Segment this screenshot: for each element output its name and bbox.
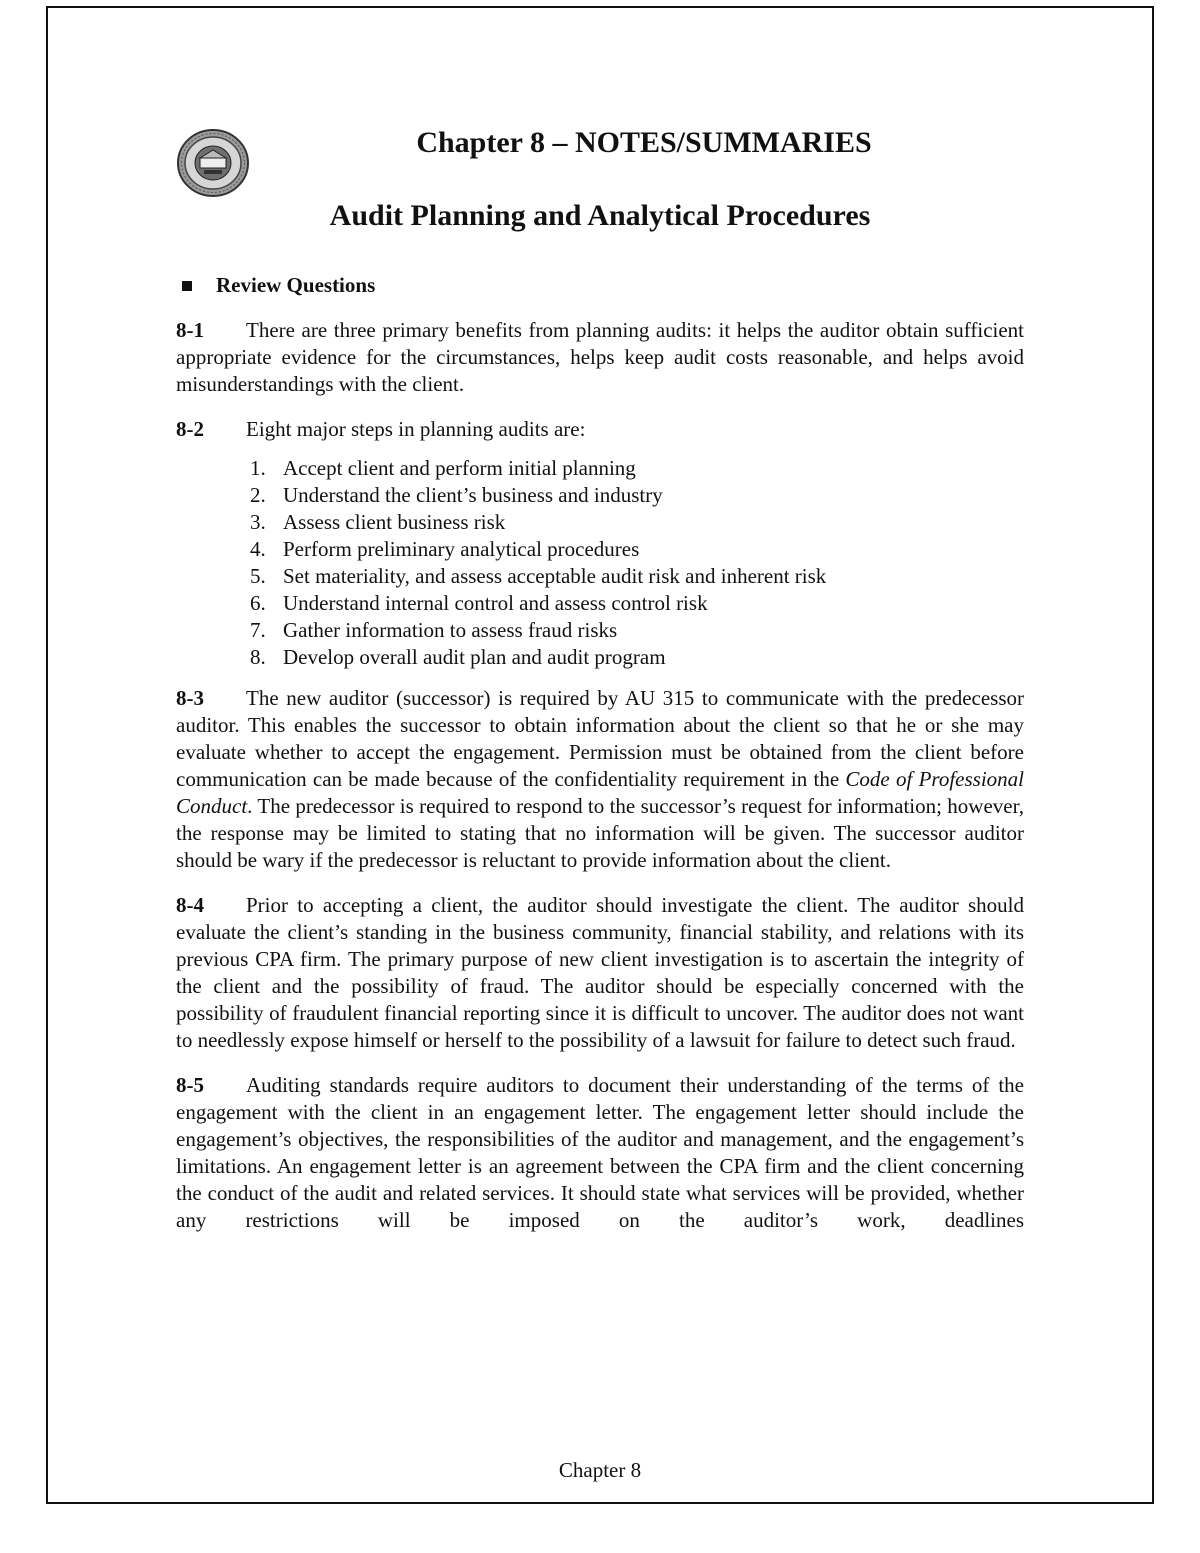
answer-text: Auditing standards require auditors to document their understanding of the terms of the engagement with the client in an engagement letter. The engagement letter should include the engagement’s objectives, the responsibilities of the auditor and management, and the engagement’s limitations. An engagement letter is an agreement between the CPA firm and the client concerning the conduct of the audit and related services. It should state what services will be provided, whether any restrictions will be imposed on the auditor’s work, deadlines xyxy=(176,1073,1024,1232)
step-text: Gather information to assess fraud risks xyxy=(283,618,618,642)
step-text: Perform preliminary analytical procedures xyxy=(283,537,640,561)
list-item xyxy=(250,509,1024,536)
answer-text: There are three primary benefits from planning audits: it helps the auditor obtain sufficient appropriate evidence for the circumstances, helps keep audit costs reasonable, and helps avoid misunderstandings with the client. xyxy=(176,318,1024,396)
answer-text: Eight major steps in planning audits are: xyxy=(246,417,586,441)
list-item xyxy=(250,617,1024,644)
step-number: 1. xyxy=(250,456,266,480)
page-footer: Chapter 8 xyxy=(558,1458,642,1482)
list-item xyxy=(250,536,1024,563)
answer-text: Prior to accepting a client, the auditor should investigate the client. The auditor should evaluate the client’s standing in the business community, financial stability, and relations with its previous CPA firm. The primary purpose of new client investigation is to ascertain the integrity of the client and the possibility of fraud. The auditor should be especially concerned with the possibility of fraudulent financial reporting since it is difficult to uncover. The auditor does not want to needlessly expose himself or herself to the possibility of a lawsuit for failure to detect such fraud. xyxy=(176,893,1024,1052)
question-8-5 xyxy=(176,1072,1024,1234)
step-number: 5. xyxy=(250,564,266,588)
question-number: 8-3 xyxy=(176,686,204,710)
document-body xyxy=(176,272,1024,1252)
question-number: 8-4 xyxy=(176,893,204,917)
page-subtitle: Audit Planning and Analytical Procedures xyxy=(329,199,871,232)
list-item xyxy=(250,644,1024,671)
chapter-title: Chapter 8 – NOTES/SUMMARIES xyxy=(416,126,872,159)
question-8-1 xyxy=(176,317,1024,398)
list-item xyxy=(250,455,1024,482)
step-text: Assess client business risk xyxy=(283,510,506,534)
step-number: 7. xyxy=(250,618,266,642)
list-item xyxy=(250,482,1024,509)
answer-text-italic: Code of Professional Conduct xyxy=(176,767,1024,818)
question-8-3 xyxy=(176,685,1024,874)
step-number: 2. xyxy=(250,483,266,507)
list-item xyxy=(250,563,1024,590)
answer-text: . The predecessor is required to respond to the successor’s request for information; however, the response may be limited to stating that no information will be given. The successor auditor should be wary if the predecessor is reluctant to provide information about the client. xyxy=(176,794,1024,872)
question-number: 8-1 xyxy=(176,318,204,342)
question-number: 8-5 xyxy=(176,1073,204,1097)
section-heading xyxy=(176,272,1024,299)
square-bullet-icon xyxy=(182,281,192,291)
list-item xyxy=(250,590,1024,617)
step-text: Understand internal control and assess control risk xyxy=(283,591,708,615)
step-number: 8. xyxy=(250,645,266,669)
step-number: 4. xyxy=(250,537,266,561)
planning-steps-list xyxy=(250,455,1024,671)
section-label: Review Questions xyxy=(216,273,376,297)
answer-text: The new auditor (successor) is required by AU 315 to communicate with the predecessor auditor. This enables the successor to obtain information about the client so that he or she may evaluate whether to accept the engagement. Permission must be obtained from the client before communication can be made because of the confidentiality requirement in the xyxy=(176,686,1024,791)
step-text: Develop overall audit plan and audit program xyxy=(283,645,666,669)
step-number: 6. xyxy=(250,591,266,615)
step-number: 3. xyxy=(250,510,266,534)
step-text: Set materiality, and assess acceptable audit risk and inherent risk xyxy=(283,564,827,588)
question-8-4 xyxy=(176,892,1024,1054)
step-text: Understand the client’s business and industry xyxy=(283,483,663,507)
step-text: Accept client and perform initial planning xyxy=(283,456,636,480)
question-number: 8-2 xyxy=(176,417,204,441)
question-8-2 xyxy=(176,416,1024,443)
